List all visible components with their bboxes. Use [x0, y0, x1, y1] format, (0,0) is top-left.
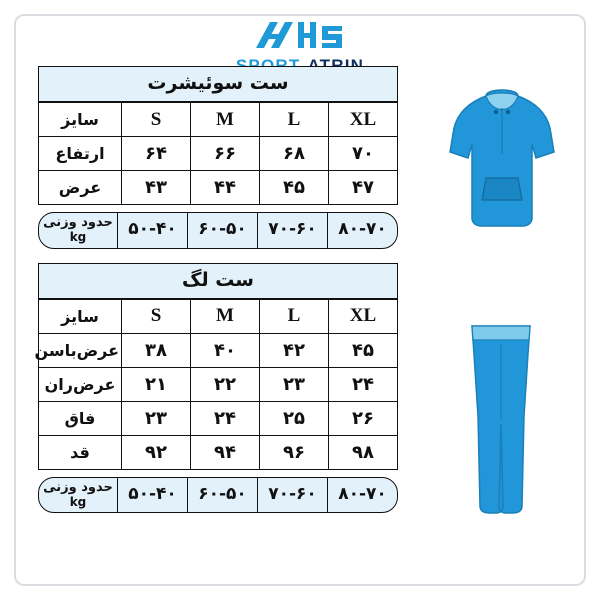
legging-hip-l: ۴۲ — [260, 333, 329, 367]
sweatshirt-width-label: عرض — [39, 171, 122, 205]
sweatshirt-height-label: ارتفاع — [39, 137, 122, 171]
table-row — [39, 171, 398, 205]
table-header-row — [39, 103, 398, 137]
legging-rise-s: ۲۳ — [122, 401, 191, 435]
legging-weight-l: ۷۰-۶۰ — [257, 478, 327, 513]
legging-length-m: ۹۴ — [191, 435, 260, 469]
legging-thigh-label: عرض‌ران — [39, 367, 122, 401]
table-row — [39, 137, 398, 171]
sweatshirt-height-m: ۶۶ — [191, 137, 260, 171]
legging-title: ست لگ — [38, 263, 398, 299]
legging-hip-xl: ۴۵ — [329, 333, 398, 367]
sweatshirt-table — [38, 102, 398, 205]
header-l: L — [260, 299, 329, 333]
legging-block — [34, 263, 398, 514]
table-header-row — [39, 299, 398, 333]
size-tables — [34, 66, 398, 527]
legging-length-label: قد — [39, 435, 122, 469]
legging-length-s: ۹۲ — [122, 435, 191, 469]
legging-thigh-xl: ۲۴ — [329, 367, 398, 401]
sweatshirt-weight-l: ۷۰-۶۰ — [257, 213, 327, 248]
hoodie-icon — [442, 82, 562, 236]
header-size-label: سایز — [39, 103, 122, 137]
sweatshirt-weight-s: ۵۰-۴۰ — [117, 213, 187, 248]
header-size-label: سایز — [39, 299, 122, 333]
legging-thigh-m: ۲۲ — [191, 367, 260, 401]
legging-rise-xl: ۲۶ — [329, 401, 398, 435]
header-xl: XL — [329, 103, 398, 137]
leggings-icon — [458, 320, 544, 524]
header-s: S — [122, 299, 191, 333]
sweatshirt-block — [38, 66, 398, 249]
sweatshirt-width-s: ۴۳ — [122, 171, 191, 205]
sweatshirt-weight-xl: ۸۰-۷۰ — [327, 213, 397, 248]
sweatshirt-weight-row — [38, 212, 398, 249]
weight-label-text: حدود وزنی — [43, 479, 113, 495]
legging-weight-s: ۵۰-۴۰ — [117, 478, 187, 513]
legging-hip-s: ۳۸ — [122, 333, 191, 367]
sweatshirt-height-s: ۶۴ — [122, 137, 191, 171]
legging-thigh-s: ۲۱ — [122, 367, 191, 401]
legging-thigh-l: ۲۳ — [260, 367, 329, 401]
sweatshirt-weight-label — [39, 213, 117, 248]
header-xl: XL — [329, 299, 398, 333]
weight-label-text: حدود وزنی — [43, 215, 113, 230]
legging-weight-m: ۶۰-۵۰ — [187, 478, 257, 513]
legging-rise-m: ۲۴ — [191, 401, 260, 435]
legging-weight-label — [39, 478, 117, 513]
header-s: S — [122, 103, 191, 137]
legging-table — [34, 299, 398, 470]
legging-rise-label: فاق — [39, 401, 122, 435]
ash-monogram-icon — [254, 20, 346, 54]
header-m: M — [191, 299, 260, 333]
sweatshirt-title: ست سوئیشرت — [38, 66, 398, 102]
weight-unit: kg — [69, 494, 87, 509]
sweatshirt-width-l: ۴۵ — [260, 171, 329, 205]
sweatshirt-height-l: ۶۸ — [260, 137, 329, 171]
table-row — [39, 435, 398, 469]
legging-weight-xl: ۸۰-۷۰ — [327, 478, 397, 513]
header-m: M — [191, 103, 260, 137]
weight-unit: kg — [69, 229, 87, 244]
legging-weight-row — [38, 477, 398, 514]
legging-length-xl: ۹۸ — [329, 435, 398, 469]
sweatshirt-height-xl: ۷۰ — [329, 137, 398, 171]
header-l: L — [260, 103, 329, 137]
sweatshirt-weight-m: ۶۰-۵۰ — [187, 213, 257, 248]
table-row — [39, 333, 398, 367]
sweatshirt-width-m: ۴۴ — [191, 171, 260, 205]
legging-hip-m: ۴۰ — [191, 333, 260, 367]
legging-length-l: ۹۶ — [260, 435, 329, 469]
table-row — [39, 367, 398, 401]
legging-rise-l: ۲۵ — [260, 401, 329, 435]
table-row — [39, 401, 398, 435]
legging-hip-label: عرض‌باسن — [39, 333, 122, 367]
sweatshirt-width-xl: ۴۷ — [329, 171, 398, 205]
